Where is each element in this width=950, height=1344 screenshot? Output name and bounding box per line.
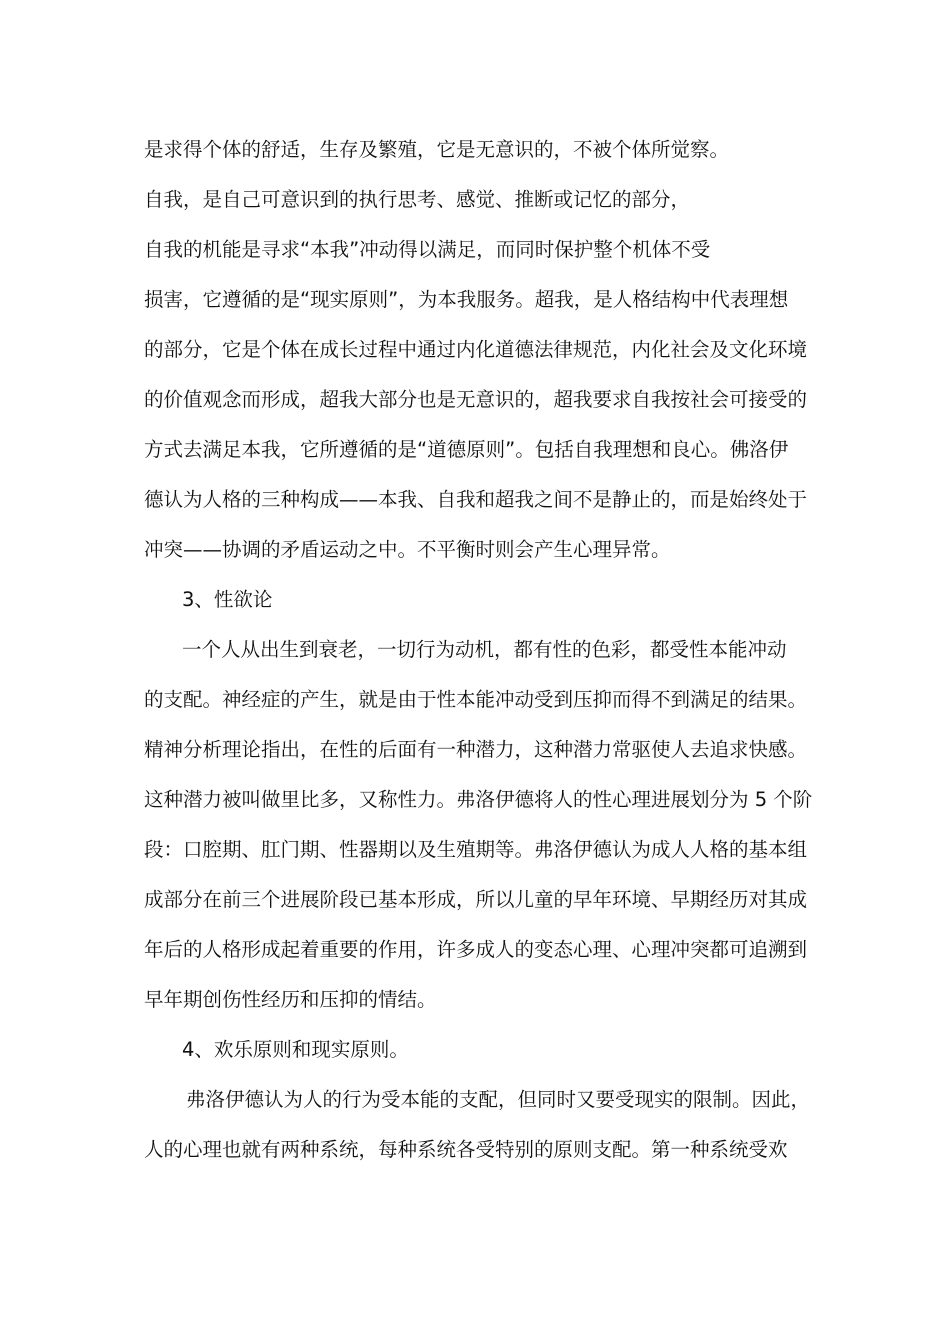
text-line: 早年期创伤性经历和压抑的情结。 [144, 988, 437, 1011]
text-line: 这种潜力被叫做里比多，又称性力。弗洛伊德将人的性心理进展划分为 5 个阶 [144, 788, 813, 811]
text-line: 年后的人格形成起着重要的作用，许多成人的变态心理、心理冲突都可追溯到 [144, 938, 808, 961]
text-line: 成部分在前三个进展阶段已基本形成，所以儿童的早年环境、早期经历对其成 [144, 888, 808, 911]
text-line: 的部分，它是个体在成长过程中通过内化道德法律规范，内化社会及文化环境 [144, 338, 808, 361]
text-line: 一个人从出生到衰老，一切行为动机，都有性的色彩，都受性本能冲动 [182, 638, 787, 661]
text-line: 人的心理也就有两种系统，每种系统各受特别的原则支配。第一种系统受欢 [144, 1138, 788, 1161]
text-line: 自我，是自己可意识到的执行思考、感觉、推断或记忆的部分， [144, 188, 691, 211]
text-line: 方式去满足本我，它所遵循的是“道德原则”。包括自我理想和良心。佛洛伊 [144, 438, 789, 461]
text-line: 德认为人格的三种构成——本我、自我和超我之间不是静止的，而是始终处于 [144, 488, 808, 511]
section-heading: 4、欢乐原则和现实原则。 [182, 1038, 409, 1061]
text-line: 损害，它遵循的是“现实原则”，为本我服务。超我，是人格结构中代表理想 [144, 288, 789, 311]
text-line: 自我的机能是寻求“本我”冲动得以满足，而同时保护整个机体不受 [144, 238, 711, 261]
text-line: 段：口腔期、肛门期、性器期以及生殖期等。弗洛伊德认为成人人格的基本组 [144, 838, 808, 861]
section-heading: 3、性欲论 [182, 588, 273, 611]
text-line: 的支配。神经症的产生，就是由于性本能冲动受到压抑而得不到满足的结果。 [144, 688, 808, 711]
text-line: 精神分析理论指出，在性的后面有一种潜力，这种潜力常驱使人去追求快感。 [144, 738, 808, 761]
text-line: 弗洛伊德认为人的行为受本能的支配，但同时又要受现实的限制。因此， [186, 1088, 811, 1111]
text-line: 冲突——协调的矛盾运动之中。不平衡时则会产生心理异常。 [144, 538, 671, 561]
text-line: 的价值观念而形成，超我大部分也是无意识的，超我要求自我按社会可接受的 [144, 388, 808, 411]
text-line: 是求得个体的舒适，生存及繁殖，它是无意识的，不被个体所觉察。 [144, 138, 730, 161]
